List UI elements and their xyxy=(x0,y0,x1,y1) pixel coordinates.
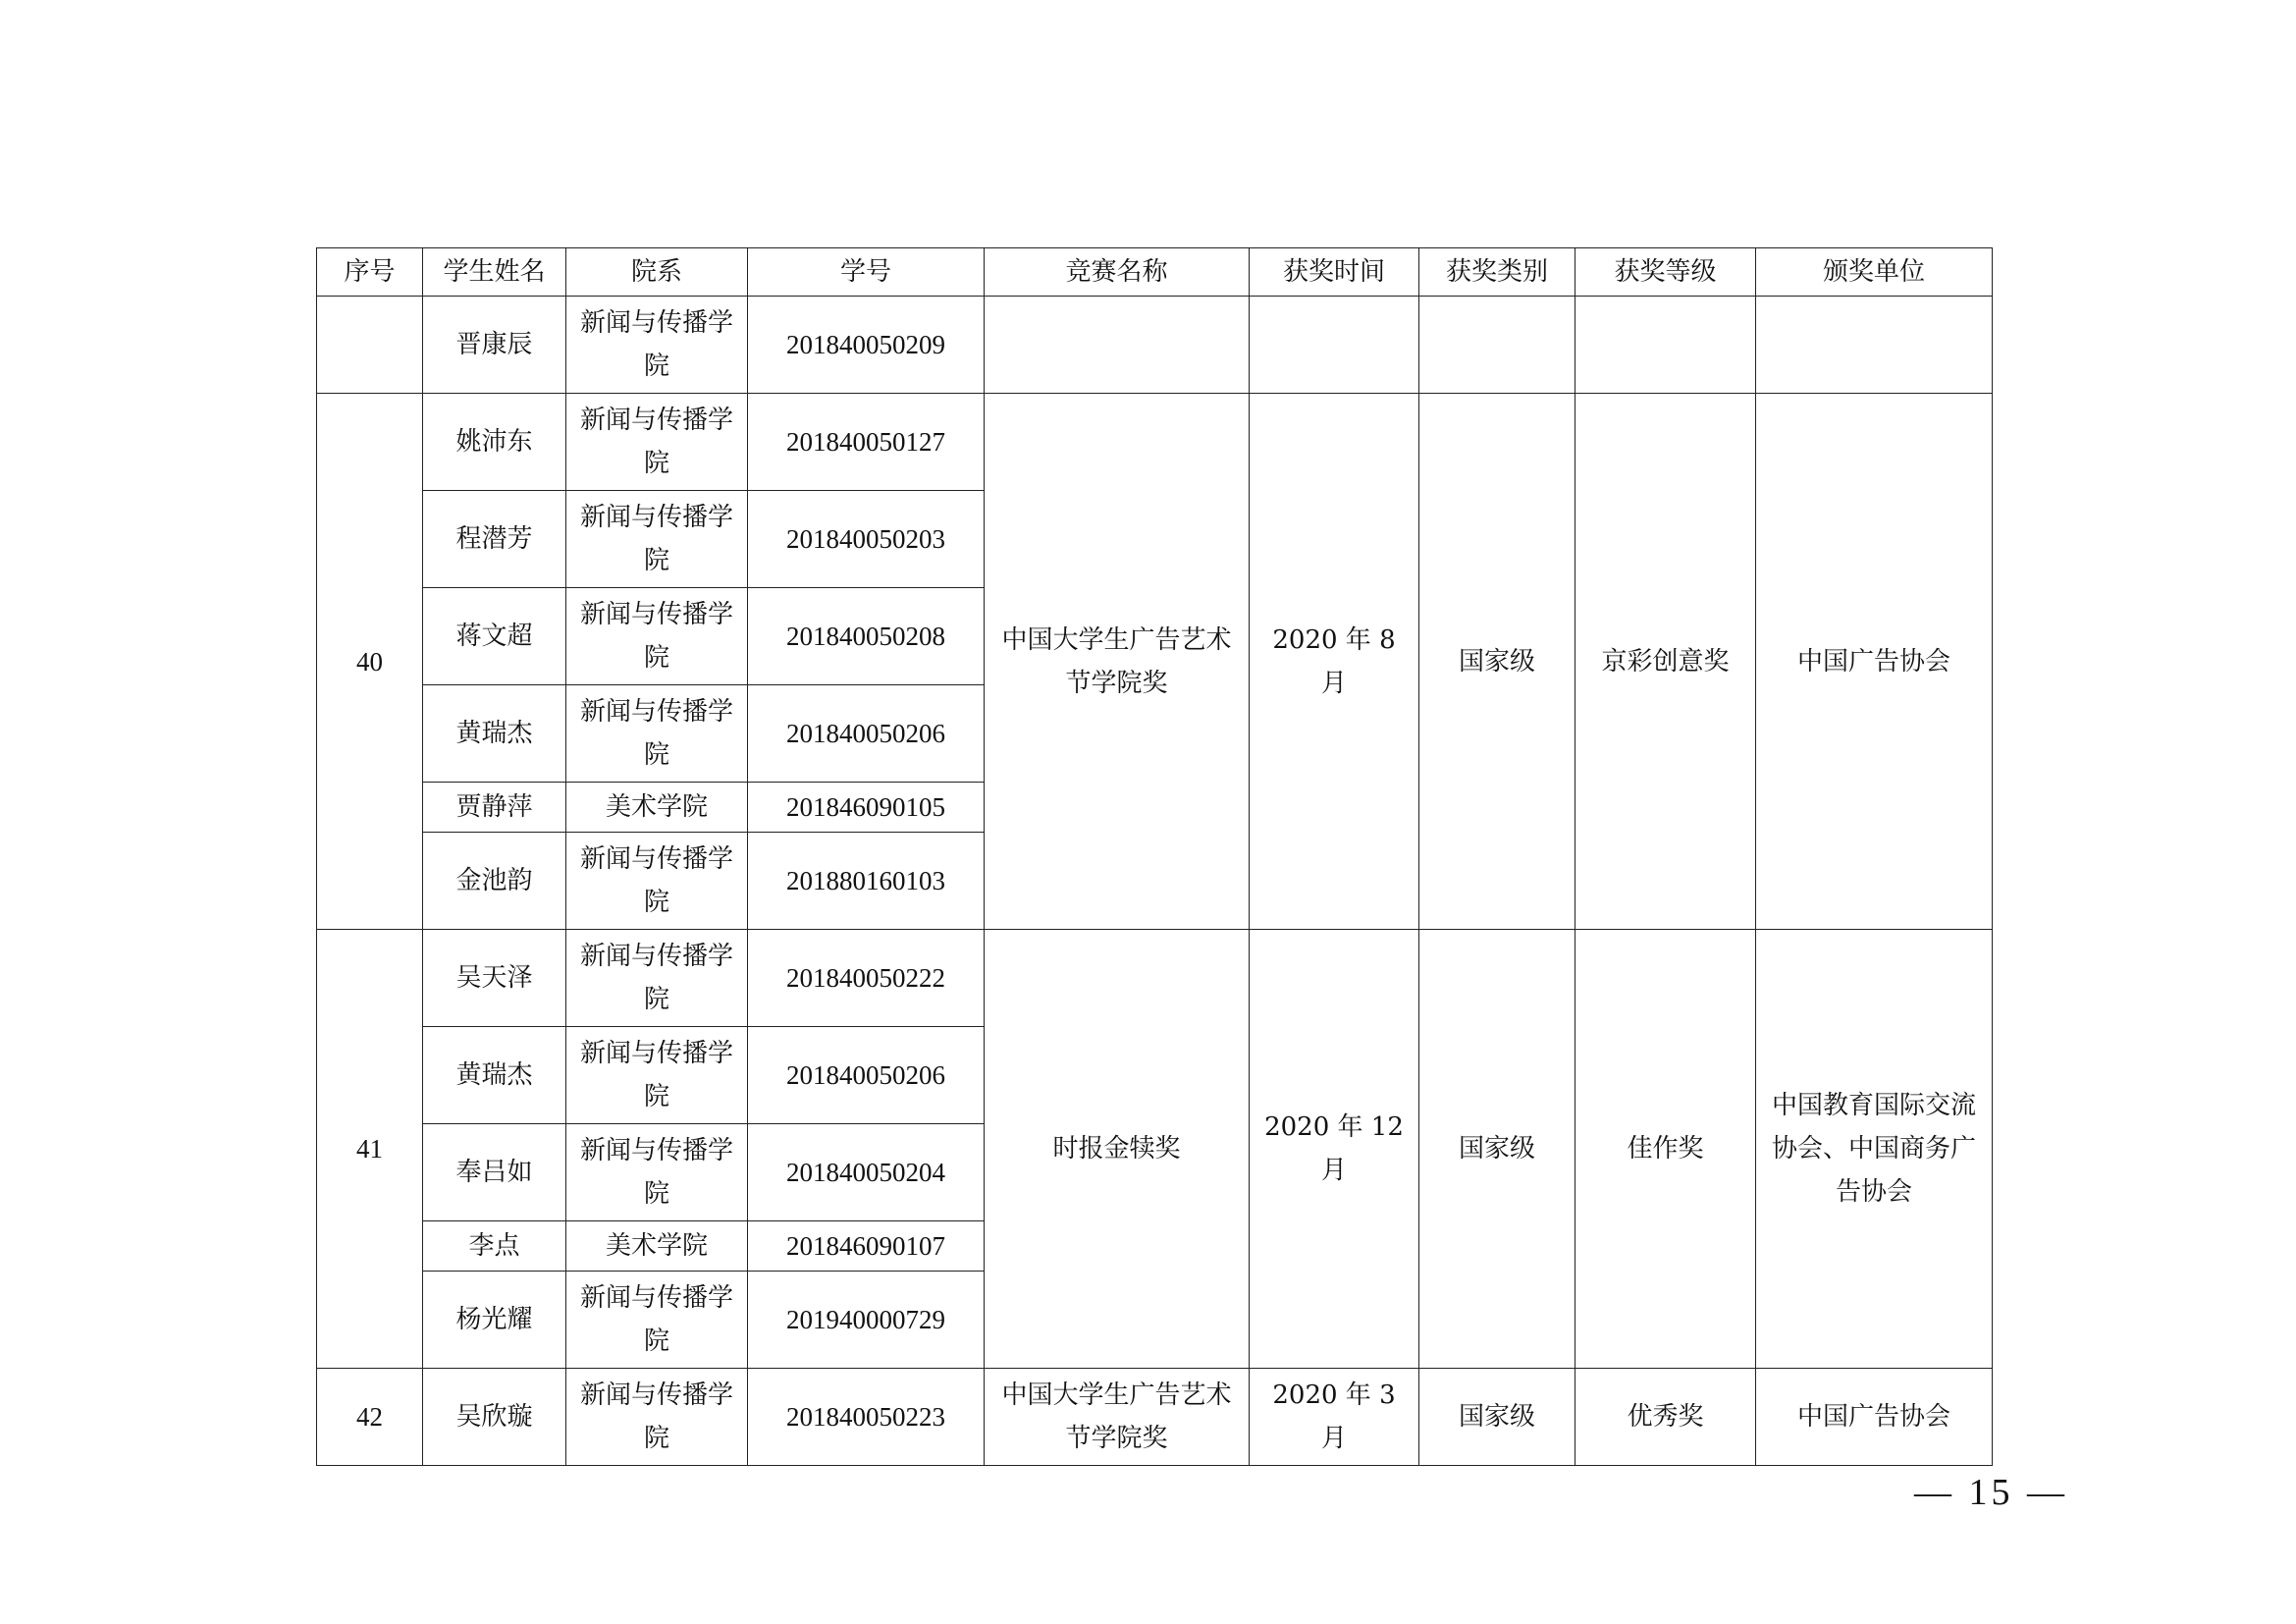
student-name-cell: 晋康辰 xyxy=(423,297,566,394)
department-cell: 新闻与传播学院 xyxy=(566,833,748,930)
student-id-cell: 201940000729 xyxy=(748,1272,985,1369)
student-name-cell: 吴天泽 xyxy=(423,930,566,1027)
student-name-cell: 黄瑞杰 xyxy=(423,1027,566,1124)
department-cell: 新闻与传播学院 xyxy=(566,1272,748,1369)
header-department: 院系 xyxy=(566,248,748,297)
student-name-cell: 贾静萍 xyxy=(423,783,566,833)
award-level-cell: 佳作奖 xyxy=(1575,930,1756,1369)
organizer-cell xyxy=(1756,297,1993,394)
organizer-cell: 中国广告协会 xyxy=(1756,394,1993,930)
group-number-cell xyxy=(317,297,423,394)
group-number-cell: 41 xyxy=(317,930,423,1369)
organizer-cell: 中国教育国际交流协会、中国商务广告协会 xyxy=(1756,930,1993,1369)
competition-cell xyxy=(985,297,1250,394)
header-student-id: 学号 xyxy=(748,248,985,297)
award-category-cell: 国家级 xyxy=(1419,394,1575,930)
student-name-cell: 蒋文超 xyxy=(423,588,566,685)
student-name-cell: 杨光耀 xyxy=(423,1272,566,1369)
department-cell: 美术学院 xyxy=(566,783,748,833)
table-body xyxy=(317,297,1993,1466)
student-id-cell: 201880160103 xyxy=(748,833,985,930)
student-id-cell: 201840050223 xyxy=(748,1369,985,1466)
award-category-cell: 国家级 xyxy=(1419,930,1575,1369)
header-competition: 竞赛名称 xyxy=(985,248,1250,297)
student-name-cell: 程潜芳 xyxy=(423,491,566,588)
organizer-cell: 中国广告协会 xyxy=(1756,1369,1993,1466)
department-cell: 新闻与传播学院 xyxy=(566,297,748,394)
department-cell: 新闻与传播学院 xyxy=(566,930,748,1027)
student-name-cell: 金池韵 xyxy=(423,833,566,930)
award-category-cell xyxy=(1419,297,1575,394)
student-id-cell: 201840050206 xyxy=(748,685,985,783)
award-date-cell: 2020 年 8 月 xyxy=(1250,394,1419,930)
department-cell: 新闻与传播学院 xyxy=(566,394,748,491)
department-cell: 新闻与传播学院 xyxy=(566,588,748,685)
department-cell: 新闻与传播学院 xyxy=(566,685,748,783)
department-cell: 新闻与传播学院 xyxy=(566,1027,748,1124)
header-student-name: 学生姓名 xyxy=(423,248,566,297)
competition-cell: 时报金犊奖 xyxy=(985,930,1250,1369)
award-table xyxy=(316,247,1993,1466)
student-name-cell: 李点 xyxy=(423,1221,566,1272)
table-row xyxy=(317,930,1993,1027)
header-award-date: 获奖时间 xyxy=(1250,248,1419,297)
competition-cell: 中国大学生广告艺术节学院奖 xyxy=(985,394,1250,930)
competition-cell: 中国大学生广告艺术节学院奖 xyxy=(985,1369,1250,1466)
student-id-cell: 201840050203 xyxy=(748,491,985,588)
award-category-cell: 国家级 xyxy=(1419,1369,1575,1466)
page-number: — 15 — xyxy=(1914,1472,2068,1513)
group-number-cell: 42 xyxy=(317,1369,423,1466)
table-row xyxy=(317,297,1993,394)
student-id-cell: 201840050206 xyxy=(748,1027,985,1124)
student-id-cell: 201840050222 xyxy=(748,930,985,1027)
student-name-cell: 黄瑞杰 xyxy=(423,685,566,783)
student-name-cell: 吴欣璇 xyxy=(423,1369,566,1466)
award-level-cell: 优秀奖 xyxy=(1575,1369,1756,1466)
student-name-cell: 姚沛东 xyxy=(423,394,566,491)
group-number-cell: 40 xyxy=(317,394,423,930)
student-id-cell: 201840050208 xyxy=(748,588,985,685)
table-header xyxy=(317,248,1993,297)
table-row xyxy=(317,1369,1993,1466)
header-award-level: 获奖等级 xyxy=(1575,248,1756,297)
header-award-category: 获奖类别 xyxy=(1419,248,1575,297)
award-date-cell: 2020 年 3 月 xyxy=(1250,1369,1419,1466)
student-id-cell: 201840050204 xyxy=(748,1124,985,1221)
table-row xyxy=(317,394,1993,491)
award-date-cell: 2020 年 12 月 xyxy=(1250,930,1419,1369)
student-id-cell: 201846090105 xyxy=(748,783,985,833)
header-organizer: 颁奖单位 xyxy=(1756,248,1993,297)
award-level-cell: 京彩创意奖 xyxy=(1575,394,1756,930)
header-row xyxy=(317,248,1993,297)
department-cell: 新闻与传播学院 xyxy=(566,1124,748,1221)
student-id-cell: 201840050127 xyxy=(748,394,985,491)
department-cell: 新闻与传播学院 xyxy=(566,1369,748,1466)
award-date-cell xyxy=(1250,297,1419,394)
header-no: 序号 xyxy=(317,248,423,297)
award-level-cell xyxy=(1575,297,1756,394)
student-id-cell: 201846090107 xyxy=(748,1221,985,1272)
department-cell: 新闻与传播学院 xyxy=(566,491,748,588)
student-id-cell: 201840050209 xyxy=(748,297,985,394)
department-cell: 美术学院 xyxy=(566,1221,748,1272)
student-name-cell: 奉吕如 xyxy=(423,1124,566,1221)
